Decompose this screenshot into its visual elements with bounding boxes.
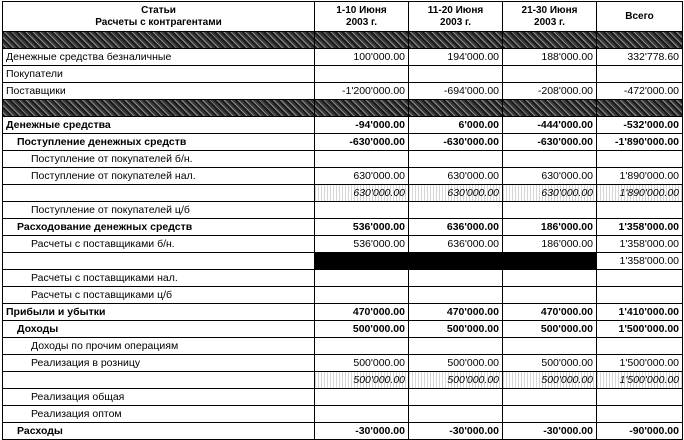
value-period-3: -30'000.00	[503, 423, 597, 440]
value-total: 1'890'000.00	[597, 168, 683, 185]
value-total: 1'500'000.00	[597, 372, 683, 389]
value-total	[597, 338, 683, 355]
header-period-1	[315, 2, 409, 32]
value-period-1: -30'000.00	[315, 423, 409, 440]
table-row[interactable]	[3, 49, 683, 66]
row-label: Поступление от покупателей б/н.	[3, 151, 315, 168]
value-total	[597, 389, 683, 406]
header-articles	[3, 2, 315, 32]
value-period-1	[315, 202, 409, 219]
value-period-1: 630'000.00	[315, 168, 409, 185]
value-total: -90'000.00	[597, 423, 683, 440]
value-period-1	[315, 32, 409, 49]
value-period-3	[503, 287, 597, 304]
value-period-1: -1'200'000.00	[315, 83, 409, 100]
row-label	[3, 32, 315, 49]
table-row[interactable]	[3, 32, 683, 49]
row-label: Поступление от покупателей ц/б	[3, 202, 315, 219]
value-total	[597, 151, 683, 168]
value-period-3: 630'000.00	[503, 185, 597, 202]
row-label: Денежные средства	[3, 117, 315, 134]
value-period-1: -94'000.00	[315, 117, 409, 134]
row-label: Поставщики	[3, 83, 315, 100]
row-label: Прибыли и убытки	[3, 304, 315, 321]
header-period-3-year: 2003 г.	[534, 16, 565, 28]
value-total	[597, 406, 683, 423]
table-row[interactable]	[3, 219, 683, 236]
value-total	[597, 270, 683, 287]
value-total: 1'410'000.00	[597, 304, 683, 321]
value-period-1	[315, 270, 409, 287]
value-period-3: 500'000.00	[503, 321, 597, 338]
value-period-3	[503, 66, 597, 83]
table-row[interactable]	[3, 117, 683, 134]
value-period-3: -444'000.00	[503, 117, 597, 134]
value-period-2	[409, 32, 503, 49]
value-period-2	[409, 389, 503, 406]
table-row[interactable]	[3, 355, 683, 372]
value-total: 1'500'000.00	[597, 321, 683, 338]
value-period-3	[503, 100, 597, 117]
value-total: 1'500'000.00	[597, 355, 683, 372]
table-body	[3, 32, 683, 440]
value-period-3: 500'000.00	[503, 372, 597, 389]
table-row[interactable]	[3, 202, 683, 219]
table-row[interactable]	[3, 372, 683, 389]
value-period-1: 536'000.00	[315, 236, 409, 253]
table-row[interactable]	[3, 185, 683, 202]
value-period-1	[315, 338, 409, 355]
value-total: -472'000.00	[597, 83, 683, 100]
value-period-3: 470'000.00	[503, 304, 597, 321]
value-period-3: 186'000.00	[503, 236, 597, 253]
table-row[interactable]	[3, 270, 683, 287]
value-period-1	[315, 389, 409, 406]
row-label: Расходы	[3, 423, 315, 440]
value-period-3	[503, 202, 597, 219]
value-total	[597, 202, 683, 219]
header-period-1-year: 2003 г.	[346, 16, 377, 28]
row-label: Поступление от покупателей нал.	[3, 168, 315, 185]
table-row[interactable]	[3, 236, 683, 253]
table-row[interactable]	[3, 406, 683, 423]
value-period-2	[409, 202, 503, 219]
table-row[interactable]	[3, 338, 683, 355]
value-period-1: 100'000.00	[315, 49, 409, 66]
value-period-1: 470'000.00	[315, 304, 409, 321]
value-total	[597, 66, 683, 83]
table-row[interactable]	[3, 83, 683, 100]
value-period-1	[315, 287, 409, 304]
header-period-2	[409, 2, 503, 32]
value-total	[597, 32, 683, 49]
table-row[interactable]	[3, 321, 683, 338]
row-label: Доходы по прочим операциям	[3, 338, 315, 355]
table-row[interactable]	[3, 168, 683, 185]
value-period-2	[409, 406, 503, 423]
value-period-1: 500'000.00	[315, 355, 409, 372]
value-period-2: 470'000.00	[409, 304, 503, 321]
value-total: 1'358'000.00	[597, 253, 683, 270]
value-period-1	[315, 253, 409, 270]
table-row[interactable]	[3, 389, 683, 406]
row-label: Реализация оптом	[3, 406, 315, 423]
value-period-2: 630'000.00	[409, 168, 503, 185]
table-header	[3, 2, 683, 32]
value-period-1: 500'000.00	[315, 372, 409, 389]
value-period-3	[503, 338, 597, 355]
value-period-1	[315, 66, 409, 83]
value-period-3	[503, 151, 597, 168]
row-label: Денежные средства безналичные	[3, 49, 315, 66]
header-total	[597, 2, 683, 32]
value-period-3	[503, 253, 597, 270]
value-period-2: 636'000.00	[409, 219, 503, 236]
row-label: Покупатели	[3, 66, 315, 83]
table-row[interactable]	[3, 66, 683, 83]
value-period-2: -630'000.00	[409, 134, 503, 151]
value-period-2: 500'000.00	[409, 321, 503, 338]
row-label: Реализация в розницу	[3, 355, 315, 372]
row-label: Расчеты с поставщиками нал.	[3, 270, 315, 287]
row-label: Расходование денежных средств	[3, 219, 315, 236]
value-period-2: -694'000.00	[409, 83, 503, 100]
value-period-3: 186'000.00	[503, 219, 597, 236]
row-label: Доходы	[3, 321, 315, 338]
table-row[interactable]	[3, 134, 683, 151]
header-period-3-dates: 21-30 Июня	[521, 4, 578, 16]
header-period-3	[503, 2, 597, 32]
value-total: 332'778.60	[597, 49, 683, 66]
value-period-3	[503, 270, 597, 287]
value-period-3	[503, 406, 597, 423]
value-total	[597, 287, 683, 304]
table-row[interactable]	[3, 304, 683, 321]
row-label: Поступление денежных средств	[3, 134, 315, 151]
row-label	[3, 185, 315, 202]
value-period-2: 630'000.00	[409, 185, 503, 202]
value-period-2	[409, 270, 503, 287]
value-period-3: -208'000.00	[503, 83, 597, 100]
table-row[interactable]	[3, 253, 683, 270]
value-total: 1'358'000.00	[597, 236, 683, 253]
value-total: 1'358'000.00	[597, 219, 683, 236]
header-total-label: Всего	[625, 10, 654, 22]
header-article-sublabel: Расчеты с контрагентами	[95, 16, 222, 28]
value-period-2	[409, 287, 503, 304]
value-period-3	[503, 389, 597, 406]
value-period-2: -30'000.00	[409, 423, 503, 440]
value-period-2	[409, 338, 503, 355]
value-period-2: 636'000.00	[409, 236, 503, 253]
row-label	[3, 253, 315, 270]
value-period-2	[409, 66, 503, 83]
header-period-2-year: 2003 г.	[440, 16, 471, 28]
row-label	[3, 372, 315, 389]
table-row[interactable]	[3, 151, 683, 168]
value-total	[597, 100, 683, 117]
value-period-2	[409, 253, 503, 270]
value-period-1	[315, 151, 409, 168]
table-row[interactable]	[3, 100, 683, 117]
row-label: Расчеты с поставщиками ц/б	[3, 287, 315, 304]
value-period-1: 500'000.00	[315, 321, 409, 338]
row-label: Расчеты с поставщиками б/н.	[3, 236, 315, 253]
value-total: -1'890'000.00	[597, 134, 683, 151]
value-period-2	[409, 151, 503, 168]
value-period-1	[315, 100, 409, 117]
value-period-2: 500'000.00	[409, 355, 503, 372]
report-table	[2, 1, 683, 440]
value-period-2: 500'000.00	[409, 372, 503, 389]
table-row[interactable]	[3, 287, 683, 304]
row-label	[3, 100, 315, 117]
value-period-1: 536'000.00	[315, 219, 409, 236]
header-period-2-dates: 11-20 Июня	[427, 4, 484, 16]
value-period-1	[315, 406, 409, 423]
value-period-2	[409, 100, 503, 117]
value-period-1: -630'000.00	[315, 134, 409, 151]
value-period-3: 630'000.00	[503, 168, 597, 185]
row-label: Реализация общая	[3, 389, 315, 406]
value-period-3: 500'000.00	[503, 355, 597, 372]
value-period-2: 194'000.00	[409, 49, 503, 66]
header-article-label: Статьи	[141, 4, 176, 16]
value-total: -532'000.00	[597, 117, 683, 134]
value-period-3: 188'000.00	[503, 49, 597, 66]
value-period-3	[503, 32, 597, 49]
header-period-1-dates: 1-10 Июня	[336, 4, 387, 16]
value-period-1: 630'000.00	[315, 185, 409, 202]
value-total: 1'890'000.00	[597, 185, 683, 202]
value-period-3: -630'000.00	[503, 134, 597, 151]
value-period-2: 6'000.00	[409, 117, 503, 134]
